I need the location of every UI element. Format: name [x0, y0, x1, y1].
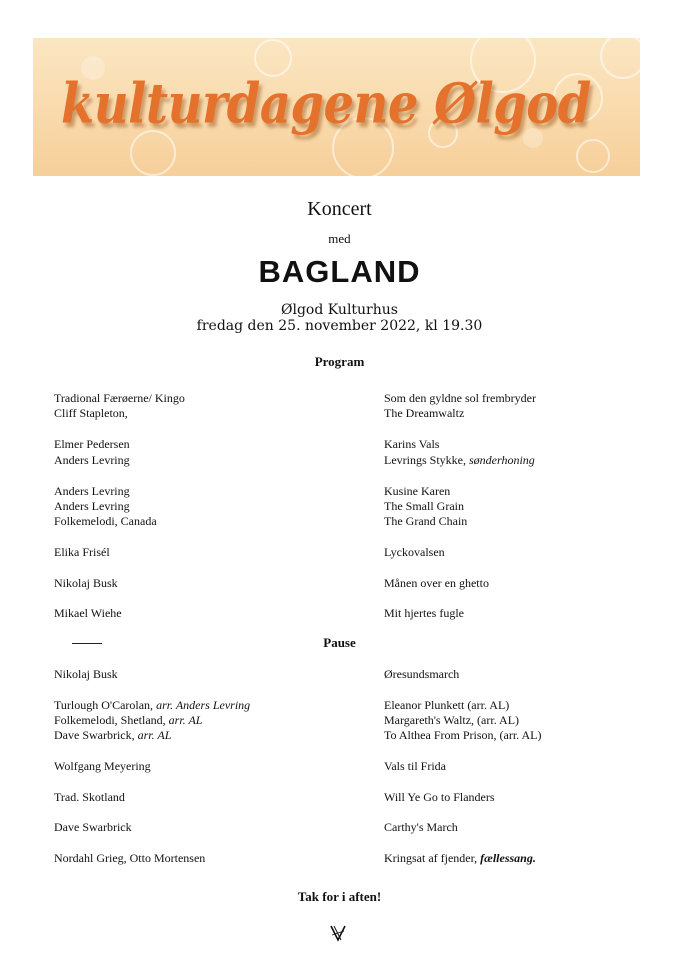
set1-composer: Tradional Færøerne/ Kingo	[54, 391, 185, 405]
set2-composer: Turlough O'Carolan, arr. Anders Levring	[54, 698, 251, 712]
band-name: BAGLAND	[258, 254, 421, 289]
set1-composer: Cliff Stapleton,	[54, 406, 128, 420]
set1-title: Kusine Karen	[384, 484, 451, 498]
set1-title: Karins Vals	[384, 437, 440, 451]
with-label: med	[328, 231, 351, 246]
set1-composer: Elika Frisél	[54, 545, 110, 559]
event-date: fredag den 25. november 2022, kl 19.30	[196, 318, 483, 334]
set1-title: The Dreamwaltz	[384, 406, 465, 420]
set1-composer: Anders Levring	[54, 499, 130, 513]
set1-title: Månen over en ghetto	[384, 576, 489, 590]
set1-composer: Folkemelodi, Canada	[54, 514, 157, 528]
set2-title: To Althea From Prison, (arr. AL)	[384, 728, 542, 742]
set1-composer: Mikael Wiehe	[54, 606, 122, 620]
set1-title: Som den gyldne sol frembryder	[384, 391, 536, 405]
set2-title: Carthy's March	[384, 820, 458, 834]
set2-title: Vals til Frida	[384, 759, 446, 773]
footer-logo-icon	[329, 924, 347, 942]
program-heading: Program	[314, 354, 365, 369]
venue: Ølgod Kulturhus	[281, 302, 398, 318]
set2-title: Eleanor Plunkett (arr. AL)	[384, 698, 510, 712]
set2-composer: Dave Swarbrick	[54, 820, 132, 834]
set1-title: The Grand Chain	[384, 514, 468, 528]
set1-composer: Anders Levring	[54, 484, 130, 498]
set2-composer: Folkemelodi, Shetland, arr. AL	[54, 713, 203, 727]
set1-title: Mit hjertes fugle	[384, 606, 464, 620]
set2-composer: Wolfgang Meyering	[54, 759, 151, 773]
set2-title: Will Ye Go to Flanders	[384, 790, 495, 804]
set2-title: Margareth's Waltz, (arr. AL)	[384, 713, 520, 727]
set1-composer: Nikolaj Busk	[54, 576, 118, 590]
set2-title: Kringsat af fjender, fællessang.	[384, 851, 536, 865]
set2-composer: Dave Swarbrick, arr. AL	[54, 728, 172, 742]
set1-title: Lyckovalsen	[384, 545, 445, 559]
concert-label: Koncert	[307, 198, 372, 220]
set1-title: The Small Grain	[384, 499, 464, 513]
set1-title: Levrings Stykke, sønderhoning	[384, 453, 535, 467]
set2-composer: Nikolaj Busk	[54, 667, 118, 681]
set1-composer: Elmer Pedersen	[54, 437, 130, 451]
closing-text: Tak for i aften!	[297, 889, 382, 904]
set2-composer: Nordahl Grieg, Otto Mortensen	[54, 851, 206, 865]
set2-composer: Trad. Skotland	[54, 790, 125, 804]
banner-title: kulturdagene Ølgod	[61, 72, 591, 137]
set2-title: Øresundsmarch	[384, 667, 460, 681]
pause-heading: Pause	[323, 635, 356, 650]
header-banner	[33, 38, 640, 176]
set1-composer: Anders Levring	[54, 453, 130, 467]
